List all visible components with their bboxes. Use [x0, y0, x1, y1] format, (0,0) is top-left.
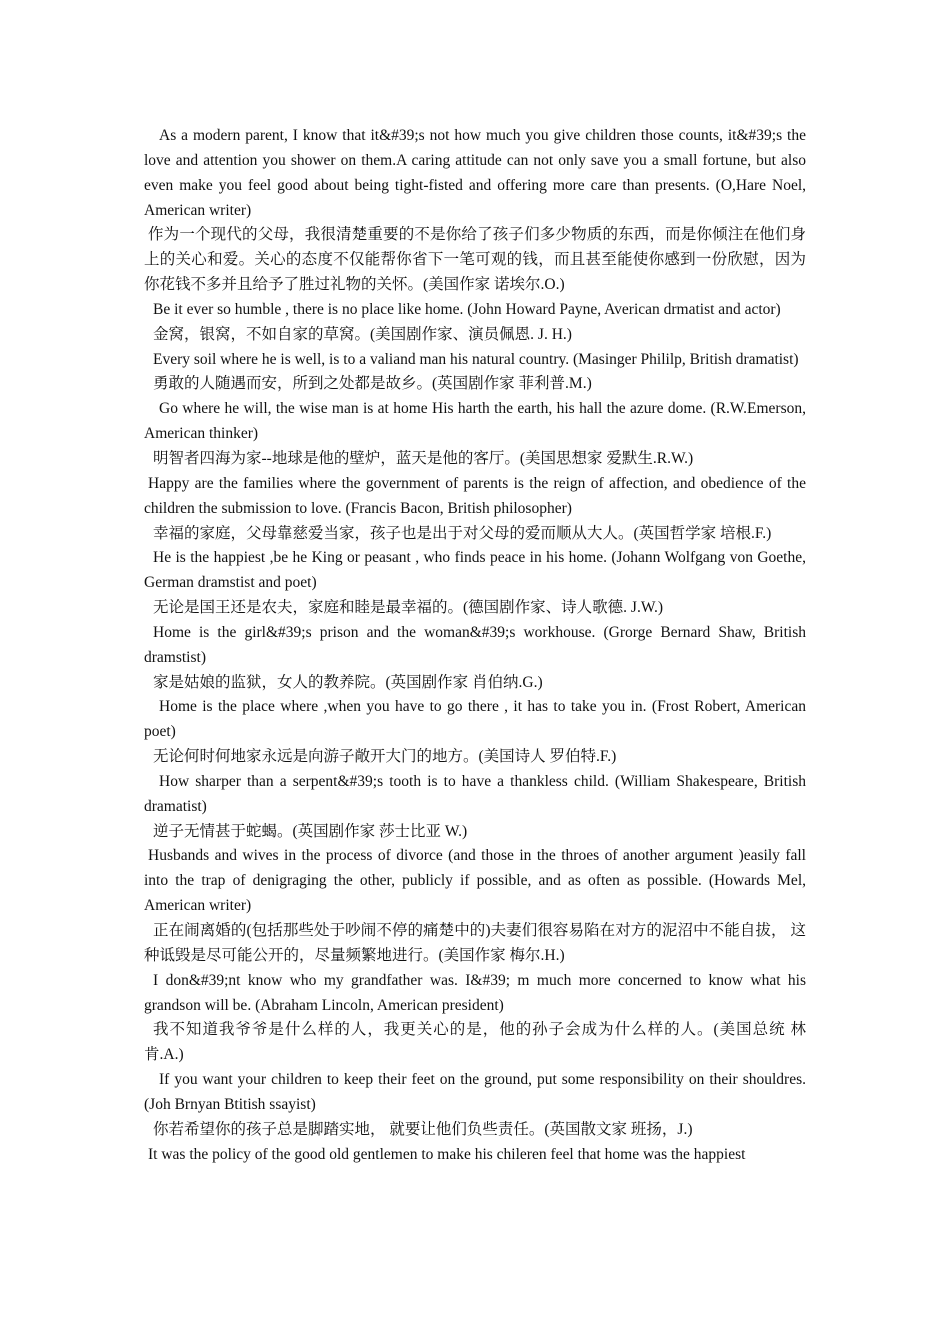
quote-english: If you want your children to keep their feet on the ground, put some responsibility on their shouldres. (Joh Brnyan Btitish ssayist)	[144, 1071, 806, 1113]
quote-chinese: 金窝，银窝，不如自家的草窝。(美国剧作家、演员佩恩. J. H.)	[153, 325, 572, 343]
quote-english: Be it ever so humble , there is no place like home. (John Howard Payne, Averican drmatist and actor)	[153, 300, 781, 318]
quote-chinese: 无论是国王还是农夫，家庭和睦是最幸福的。(德国剧作家、诗人歌德. J.W.)	[153, 599, 664, 617]
quote-chinese: 家是姑娘的监狱，女人的教养院。(英国剧作家 肖伯纳.G.)	[153, 673, 543, 691]
quote-chinese: 逆子无情甚于蛇蝎。(英国剧作家 莎士比亚 W.)	[153, 822, 468, 840]
quote-chinese: 正在闹离婚的(包括那些处于吵闹不停的痛楚中的)夫妻们很容易陷在对方的泥沼中不能自拔， 这种诋毁是尽可能公开的，尽量频繁地进行。(美国作家 梅尔.H.)	[144, 922, 806, 964]
document-page	[144, 124, 806, 1167]
quote-english: Home is the girl&#39;s prison and the woman&#39;s workhouse. (Grorge Bernard Shaw, British dramstist)	[144, 623, 806, 666]
quote-english: It was the policy of the good old gentlemen to make his chileren feel that home was the happiest	[148, 1145, 746, 1163]
quote-chinese: 幸福的家庭，父母靠慈爱当家，孩子也是出于对父母的爱而顺从大人。(英国哲学家 培根.F.)	[153, 524, 772, 542]
quote-english: Every soil where he is well, is to a valiand man his natural country. (Masinger Phililp, British dramatist)	[153, 350, 799, 368]
quote-english: Go where he will, the wise man is at home His harth the earth, his hall the azure dome. (R.W.Emerson, American thinker)	[144, 400, 806, 443]
quote-english: Husbands and wives in the process of divorce (and those in the throes of another argument )easily fall into the trap of denigraging the other, publicly if possible, and as often as possible. (Howards Mel, American writer)	[144, 847, 806, 915]
quote-chinese: 明智者四海为家--地球是他的壁炉，蓝天是他的客厅。(美国思想家 爱默生.R.W.)	[153, 449, 694, 467]
quote-chinese: 你若希望你的孩子总是脚踏实地， 就要让他们负些责任。(英国散文家 班扬，J.)	[153, 1120, 693, 1138]
quote-chinese: 无论何时何地家永远是向游子敞开大门的地方。(美国诗人 罗伯特.F.)	[153, 748, 617, 766]
quote-english: Home is the place where ,when you have to go there , it has to take you in. (Frost Robert, American poet)	[144, 698, 806, 741]
quote-english: He is the happiest ,be he King or peasant , who finds peace in his home. (Johann Wolfgang von Goethe, German dramstist and poet)	[144, 549, 806, 592]
quote-chinese: 勇敢的人随遇而安，所到之处都是故乡。(英国剧作家 菲利普.M.)	[153, 375, 592, 393]
quote-english: Happy are the families where the government of parents is the reign of affection, and obedience of the children the submission to love. (Francis Bacon, British philosopher)	[144, 474, 806, 517]
quote-chinese: 我不知道我爷爷是什么样的人，我更关心的是，他的孙子会成为什么样的人。(美国总统 林肯.A.)	[144, 1021, 806, 1064]
quote-english: I don&#39;nt know who my grandfather was. I&#39; m much more concerned to know what his grandson will be. (Abraham Lincoln, American president)	[144, 971, 806, 1014]
quote-english: How sharper than a serpent&#39;s tooth is to have a thankless child. (William Shakespeare, British dramatist)	[144, 772, 806, 815]
quote-chinese: 作为一个现代的父母，我很清楚重要的不是你给了孩子们多少物质的东西，而是你倾注在他们身上的关心和爱。关心的态度不仅能帮你省下一笔可观的钱，而且甚至能使你感到一份欣慰，因为你花钱不多并且给予了胜过礼物的关怀。(美国作家 诺埃尔.O.)	[144, 226, 806, 294]
quote-english: As a modern parent, I know that it&#39;s not how much you give children those counts, it&#39;s the love and attention you shower on them.A caring attitude can not only save you a small fortune, but also even make you feel good about being tight-fisted and offering more care than presents. (O,Hare Noel, American writer)	[144, 127, 806, 219]
